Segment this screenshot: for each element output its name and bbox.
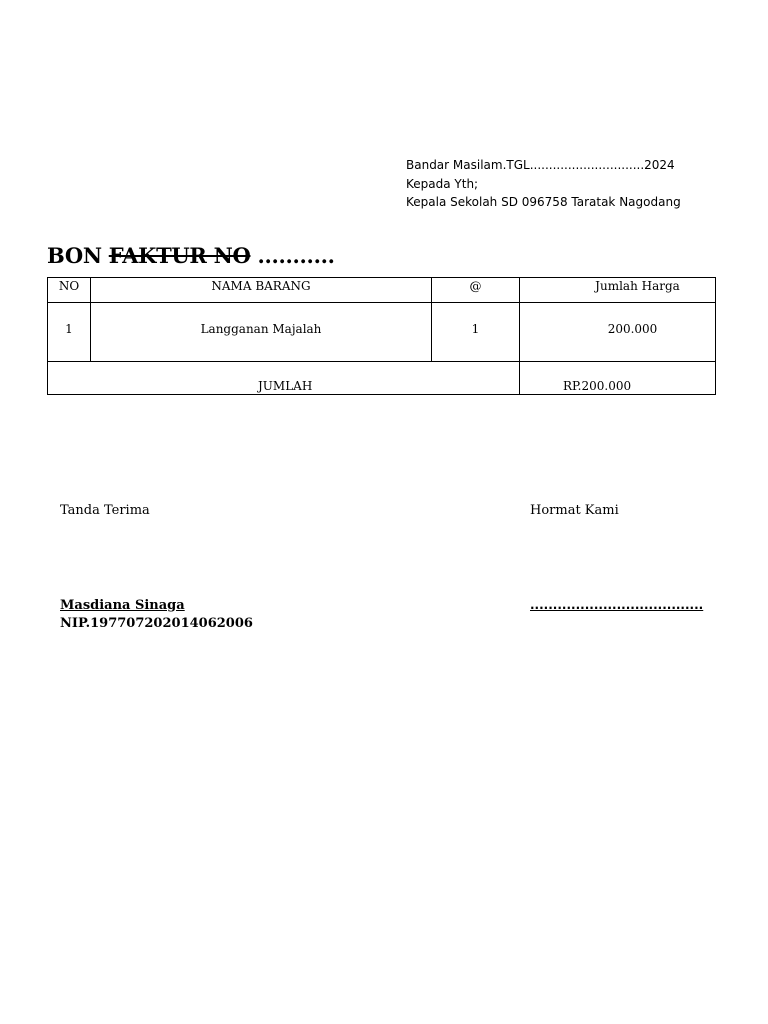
- items-table: [47, 277, 716, 395]
- sender-name-blank: ......................................: [530, 598, 704, 612]
- title-prefix: BON: [47, 243, 102, 268]
- receiver-nip: NIP.197707202014062006: [60, 616, 253, 631]
- cell-harga: 200.000: [520, 303, 716, 362]
- title-struck-text: FAKTUR NO: [108, 243, 251, 268]
- receiver-name: Masdiana Sinaga: [60, 598, 185, 613]
- title-number-dots: ...........: [257, 243, 335, 268]
- table-row: [48, 303, 716, 362]
- place-date: Bandar Masilam.TGL..............................2024: [406, 158, 675, 172]
- recipient-name: Kepala Sekolah SD 096758 Taratak Nagodang: [406, 195, 681, 209]
- total-label: JUMLAH: [48, 362, 520, 395]
- header-qty: @: [432, 278, 520, 303]
- address-block: [406, 156, 681, 212]
- header-nama-barang: NAMA BARANG: [91, 278, 432, 303]
- table-total-row: [48, 362, 716, 395]
- recipient-salutation: Kepada Yth;: [406, 176, 479, 191]
- cell-nama-barang: Langganan Majalah: [91, 303, 432, 362]
- cell-no: 1: [48, 303, 91, 362]
- receiver-label: Tanda Terima: [60, 503, 150, 518]
- table-header-row: [48, 278, 716, 303]
- cell-qty: 1: [432, 303, 520, 362]
- sender-label: Hormat Kami: [530, 503, 619, 518]
- header-no: NO: [48, 278, 91, 303]
- header-jumlah-harga: Jumlah Harga: [520, 278, 716, 303]
- document-title: [47, 243, 335, 268]
- total-value: RP.200.000: [520, 362, 716, 395]
